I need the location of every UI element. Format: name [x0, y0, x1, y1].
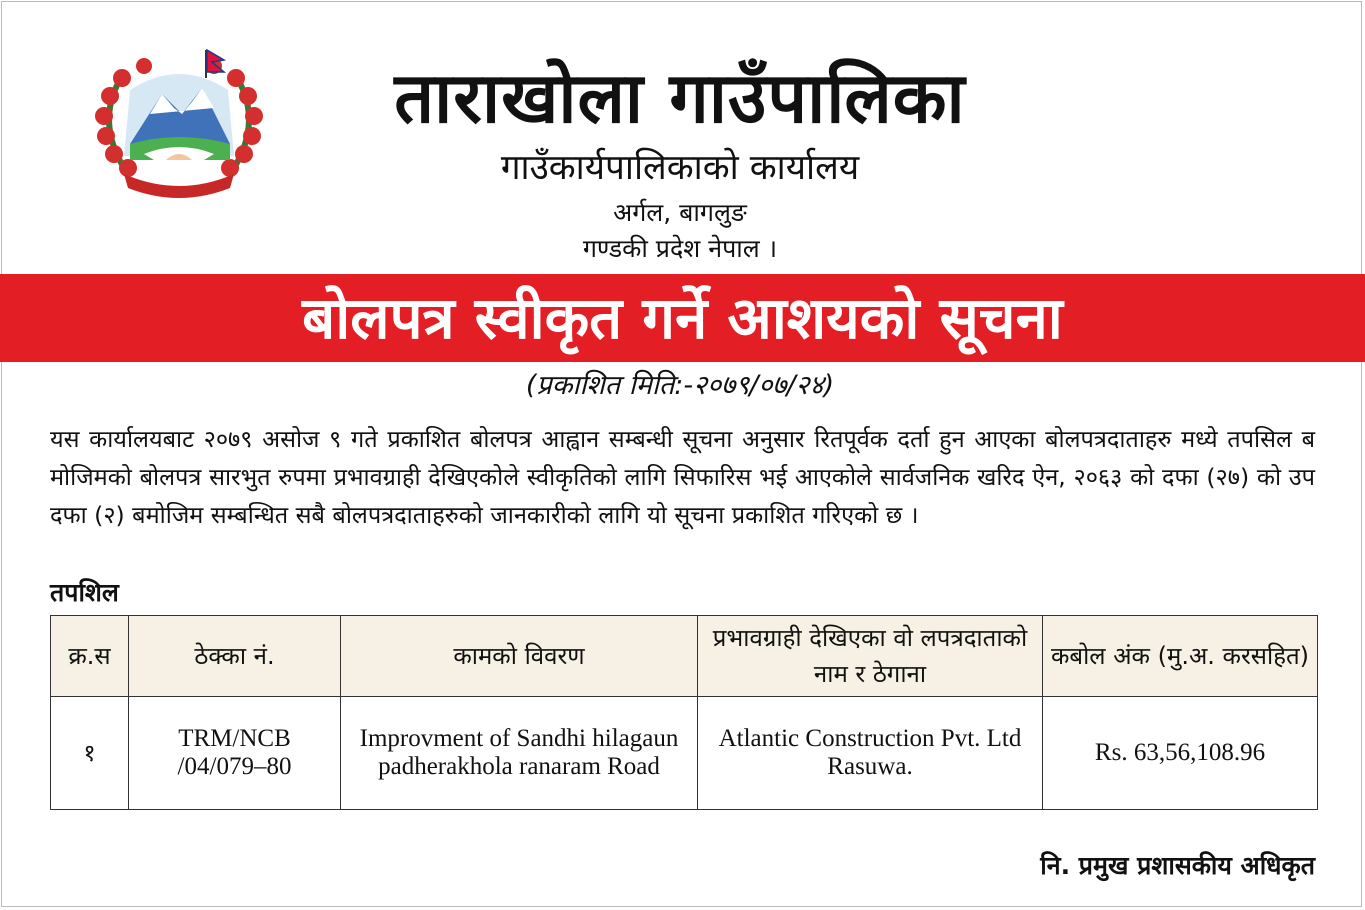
table-header-row [51, 616, 1318, 697]
office-address: अर्गल, बागलुङ [613, 198, 747, 227]
notice-title: बोलपत्र स्वीकृत गर्ने आशयको सूचना [302, 284, 1063, 352]
column-header-sn: क्र.स [51, 616, 129, 697]
publish-date: (प्रकाशित मिति:-२०७९/०७/२४) [525, 370, 835, 401]
cell-description: Improvment of Sandhi hilagaun padherakhola ranaram Road [341, 697, 698, 810]
organization-title: ताराखोला गाउँपालिका [394, 57, 966, 139]
province-country: गण्डकी प्रदेश नेपाल । [582, 234, 778, 263]
nepal-emblem-icon [84, 48, 274, 208]
schedule-heading: तपशिल [50, 578, 119, 607]
notice-body: यस कार्यालयबाट २०७९ असोज ९ गते प्रकाशित बोलपत्र आह्वान सम्बन्धी सूचना अनुसार रितपूर्वक दर्ता हुन आएका बोलपत्रदाताहरु मध्ये तपसिल बमोजिमको बोलपत्र सारभुत रुपमा प्रभावग्राही देखिएकोले स्वीकृतिको लागि सिफारिस भई आएकोले सार्वजनिक खरिद ऐन, २०६३ को दफा (२७) को उपदफा (२) बमोजिम सम्बन्धित सबै बोलपत्रदाताहरुको जानकारीको लागि यो सूचना प्रकाशित गरिएको छ । [50, 425, 1315, 529]
cell-amount: Rs. 63,56,108.96 [1043, 697, 1318, 810]
column-header-bidder: प्रभावग्राही देखिएका वो लपत्रदाताको नाम र ठेगाना [698, 616, 1043, 697]
office-name: गाउँकार्यपालिकाको कार्यालय [500, 148, 860, 188]
column-header-contract-no: ठेक्का नं. [129, 616, 341, 697]
signatory-title: नि. प्रमुख प्रशासकीय अधिकृत [1040, 851, 1315, 880]
column-header-amount: कबोल अंक (मु.अ. करसहित) [1043, 616, 1318, 697]
cell-sn: १ [51, 697, 129, 810]
bid-table [50, 615, 1318, 810]
table-row [51, 697, 1318, 810]
column-header-description: कामको विवरण [341, 616, 698, 697]
cell-contract-no: TRM/NCB /04/079–80 [129, 697, 341, 810]
notice-title-banner [0, 274, 1365, 362]
cell-bidder: Atlantic Construction Pvt. Ltd Rasuwa. [698, 697, 1043, 810]
